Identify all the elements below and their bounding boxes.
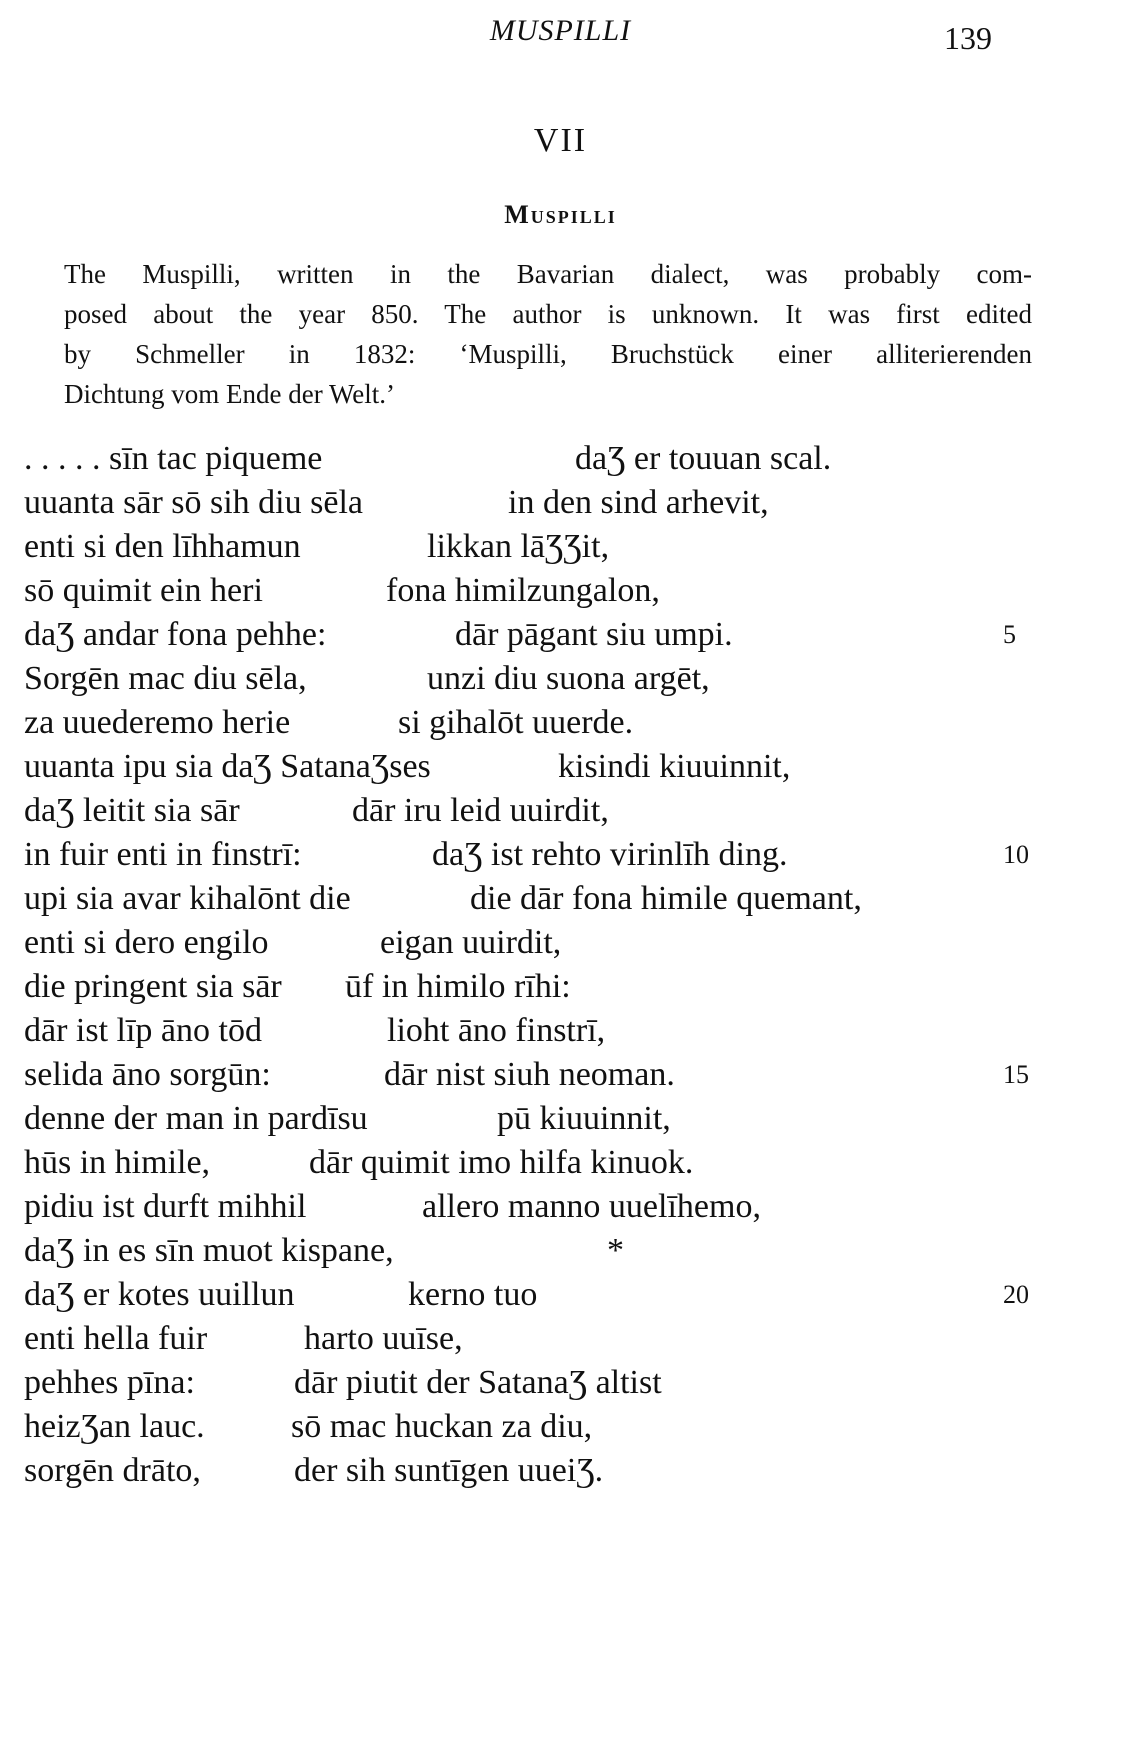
verse-second-half: likkan lāƷƷit, xyxy=(427,528,610,565)
verse-first-half: daƷ in es sīn muot kispane, xyxy=(24,1232,394,1269)
verse-first-half: sō quimit ein heri xyxy=(24,572,263,609)
verse-second-half: * xyxy=(607,1232,624,1269)
section-number: VII xyxy=(533,122,588,159)
verse-line xyxy=(0,699,1121,747)
running-title: MUSPILLI xyxy=(489,14,632,47)
verse-second-half: daƷ ist rehto virinlīh ding. xyxy=(432,836,788,873)
verse-first-half: za uuederemo herie xyxy=(24,704,291,741)
verse-second-half: die dār fona himile quemant, xyxy=(470,880,862,917)
verse-second-half: fona himilzungalon, xyxy=(386,572,660,609)
verse-line xyxy=(0,1227,1121,1275)
verse-line xyxy=(0,1315,1121,1363)
verse-first-half: hūs in himile, xyxy=(24,1144,211,1181)
verse-first-half: daƷ leitit sia sār xyxy=(24,792,240,829)
verse-line xyxy=(0,963,1121,1011)
verse-line xyxy=(0,655,1121,703)
verse-first-half: selida āno sorgūn: xyxy=(24,1056,271,1093)
verse-second-half: kisindi kiuuinnit, xyxy=(558,748,791,785)
verse-second-half: dār nist siuh neoman. xyxy=(384,1056,675,1093)
line-number: 15 xyxy=(1003,1060,1029,1089)
verse-second-half: harto uuīse, xyxy=(304,1320,463,1357)
verse-line xyxy=(0,523,1121,571)
verse-second-half: dār iru leid uuirdit, xyxy=(352,792,609,829)
verse-first-half: denne der man in pardīsu xyxy=(24,1100,368,1137)
verse-line xyxy=(0,787,1121,835)
verse-first-half: enti si den līhhamun xyxy=(24,528,301,565)
line-number: 20 xyxy=(1003,1280,1029,1309)
verse-first-half: dār ist līp āno tōd xyxy=(24,1012,262,1049)
intro-line: by Schmeller in 1832: ‘Muspilli, Bruchstück einer alliterierenden xyxy=(64,339,1032,369)
intro-line: posed about the year 850. The author is unknown. It was first edited xyxy=(64,299,1032,329)
verse-second-half: dār pāgant siu umpi. xyxy=(455,616,733,653)
verse-line xyxy=(0,567,1121,615)
verse-second-half: eigan uuirdit, xyxy=(380,924,562,961)
intro-line: Dichtung vom Ende der Welt.’ xyxy=(64,379,396,409)
verse-second-half: kerno tuo xyxy=(408,1276,538,1313)
verse-first-half: pehhes pīna: xyxy=(24,1364,195,1401)
line-number: 10 xyxy=(1003,840,1029,869)
intro-line: The Muspilli, written in the Bavarian dialect, was probably com- xyxy=(64,259,1032,289)
verse-second-half: allero manno uuelīhemo, xyxy=(422,1188,761,1225)
verse-second-half: unzi diu suona argēt, xyxy=(427,660,710,697)
verse-line xyxy=(0,1051,1121,1099)
verse-first-half: sorgēn drāto, xyxy=(24,1452,201,1489)
verse-second-half: ūf in himilo rīhi: xyxy=(345,968,571,1005)
intro-paragraph xyxy=(64,254,1032,414)
verse-first-half: pidiu ist durft mihhil xyxy=(24,1188,307,1225)
verse-second-half: in den sind arhevit, xyxy=(508,484,769,521)
verse-line xyxy=(0,435,1121,483)
verse-second-half: si gihalōt uuerde. xyxy=(398,704,634,741)
verse-line xyxy=(0,831,1121,879)
verse-second-half: lioht āno finstrī, xyxy=(387,1012,606,1049)
verse-line xyxy=(0,1403,1121,1451)
verse-second-half: dār quimit imo hilfa kinuok. xyxy=(309,1144,694,1181)
verse-line xyxy=(0,1183,1121,1231)
page-number: 139 xyxy=(944,20,992,56)
verse-first-half: daƷ er kotes uuillun xyxy=(24,1276,295,1313)
verse-second-half: pū kiuuinnit, xyxy=(497,1100,671,1137)
verse-first-half: heizƷan lauc. xyxy=(24,1408,205,1445)
verse-line xyxy=(0,1007,1121,1055)
section-title: Muspilli xyxy=(504,200,617,229)
verse-line xyxy=(0,875,1121,923)
verse-first-half: in fuir enti in finstrī: xyxy=(24,836,302,873)
verse-first-half: uuanta sār sō sih diu sēla xyxy=(24,484,363,521)
verse-second-half: dār piutit der SatanaƷ altist xyxy=(294,1364,662,1401)
verse-first-half: Sorgēn mac diu sēla, xyxy=(24,660,307,697)
verse-line xyxy=(0,1271,1121,1319)
verse-line xyxy=(0,1095,1121,1143)
verse-line xyxy=(0,743,1121,791)
verse-second-half: sō mac huckan za diu, xyxy=(291,1408,593,1445)
verse-second-half: daƷ er touuan scal. xyxy=(575,440,832,477)
verse-line xyxy=(0,919,1121,967)
verse-first-half: uuanta ipu sia daƷ SatanaƷses xyxy=(24,748,431,785)
verse-first-half: die pringent sia sār xyxy=(24,968,282,1005)
verse-first-half: . . . . . sīn tac piqueme xyxy=(24,440,323,477)
verse-line xyxy=(0,611,1121,659)
line-number: 5 xyxy=(1003,620,1016,649)
verse-first-half: enti si dero engilo xyxy=(24,924,269,961)
verse-line xyxy=(0,1359,1121,1407)
verse-second-half: der sih suntīgen uueiƷ. xyxy=(294,1452,604,1489)
verse-first-half: enti hella fuir xyxy=(24,1320,208,1357)
verse-line xyxy=(0,1139,1121,1187)
verse-line xyxy=(0,1447,1121,1495)
verse-line xyxy=(0,479,1121,527)
verse-first-half: upi sia avar kihalōnt die xyxy=(24,880,351,917)
verse-first-half: daƷ andar fona pehhe: xyxy=(24,616,327,653)
poem-text xyxy=(0,435,1121,1735)
